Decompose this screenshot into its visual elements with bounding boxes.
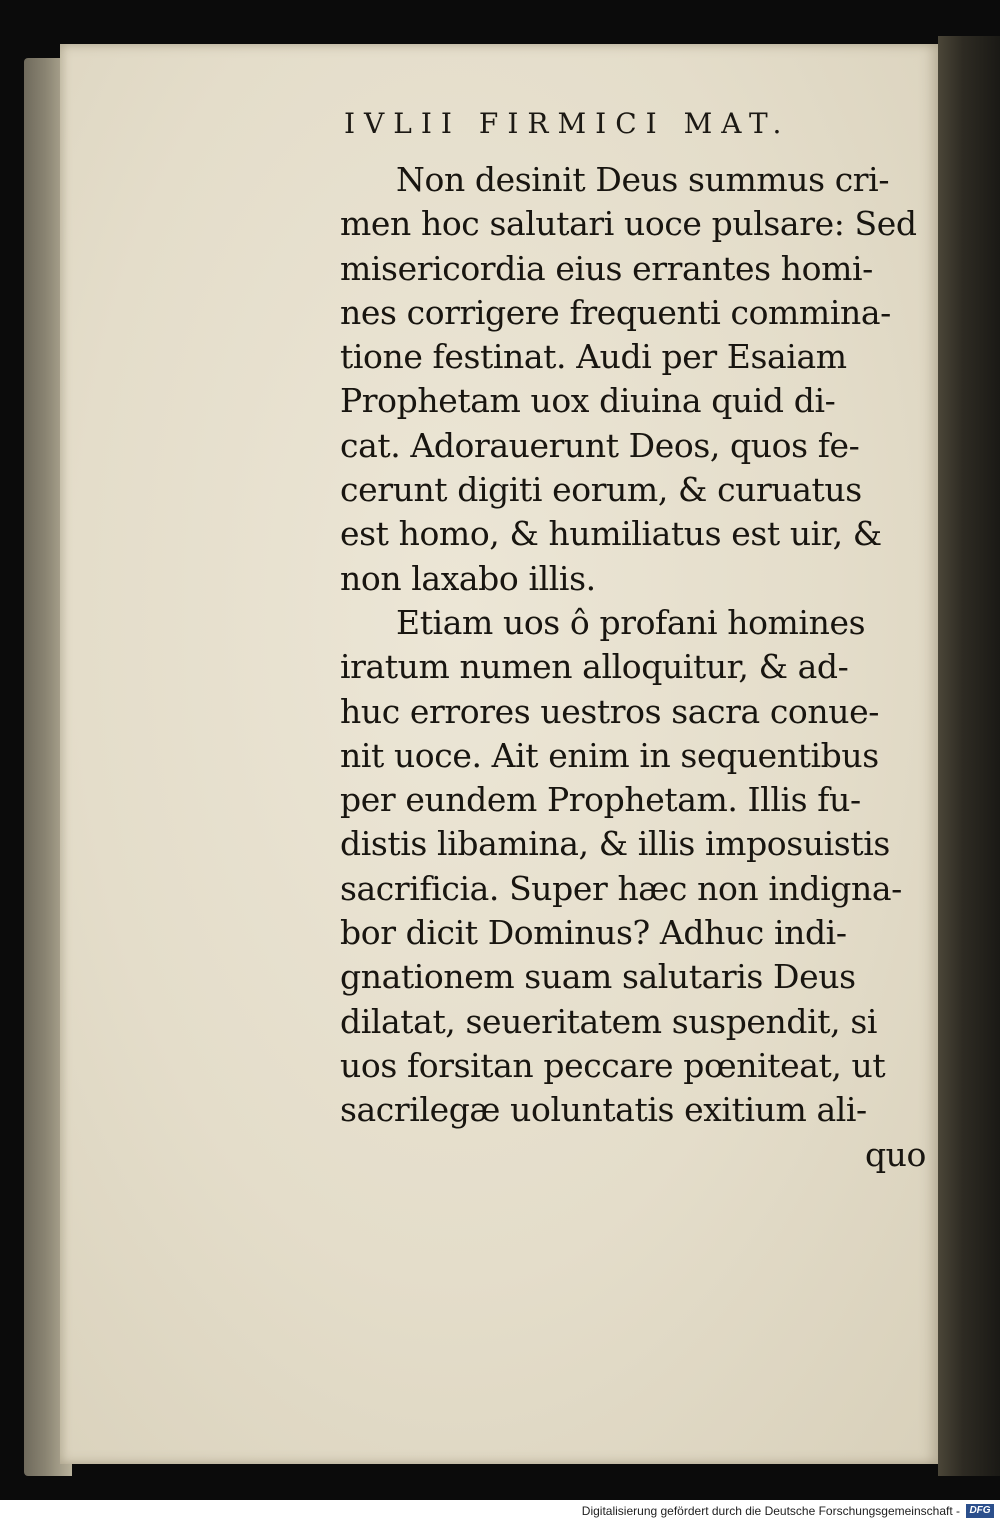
text-line: cat. Adorauerunt Deos, quos fe- xyxy=(340,425,860,465)
text-line: gnationem suam salutaris Deus xyxy=(340,957,856,997)
text-line: sacrilegæ uoluntatis exitium ali- xyxy=(340,1090,867,1130)
text-line: est homo, & humiliatus est uir, & xyxy=(340,514,882,554)
text-line: cerunt digiti eorum, & curuatus xyxy=(340,470,862,510)
body-text xyxy=(340,158,932,1177)
text-line: Non desinit Deus summus cri- xyxy=(396,160,890,199)
text-line: misericordia eius errantes homi- xyxy=(340,248,873,288)
text-line: iratum numen alloquitur, & ad- xyxy=(340,647,849,687)
dfg-logo: DFG xyxy=(966,1504,994,1518)
footer-bar xyxy=(0,1500,1000,1523)
text-line: non laxabo illis. xyxy=(340,558,596,598)
text-line: uos forsitan peccare pœniteat, ut xyxy=(340,1045,886,1085)
book-binding xyxy=(938,36,1000,1476)
text-line: nit uoce. Ait enim in sequentibus xyxy=(340,735,879,775)
text-line: huc errores uestros sacra conue- xyxy=(340,691,879,731)
text-line: dilatat, seueritatem suspendit, si xyxy=(340,1001,878,1041)
text-line: distis libamina, & illis imposuistis xyxy=(340,824,890,864)
text-line: men hoc salutari uoce pulsare: Sed xyxy=(340,204,917,244)
text-line: sacrificia. Super hæc non indigna- xyxy=(340,868,902,908)
text-line: bor dicit Dominus? Adhuc indi- xyxy=(340,913,847,953)
funding-notice: Digitalisierung gefördert durch die Deutsche Forschungsgemeinschaft - xyxy=(581,1504,960,1518)
text-line: per eundem Prophetam. Illis fu- xyxy=(340,780,861,820)
text-line: tione festinat. Audi per Esaiam xyxy=(340,337,847,377)
running-head: IVLII FIRMICI MAT. xyxy=(344,107,791,140)
text-line: nes corrigere frequenti commina- xyxy=(340,292,891,332)
text-line: Etiam uos ô profani homines xyxy=(396,602,866,642)
text-line: quo xyxy=(864,1134,926,1174)
text-line: Prophetam uox diuina quid di- xyxy=(340,381,836,421)
